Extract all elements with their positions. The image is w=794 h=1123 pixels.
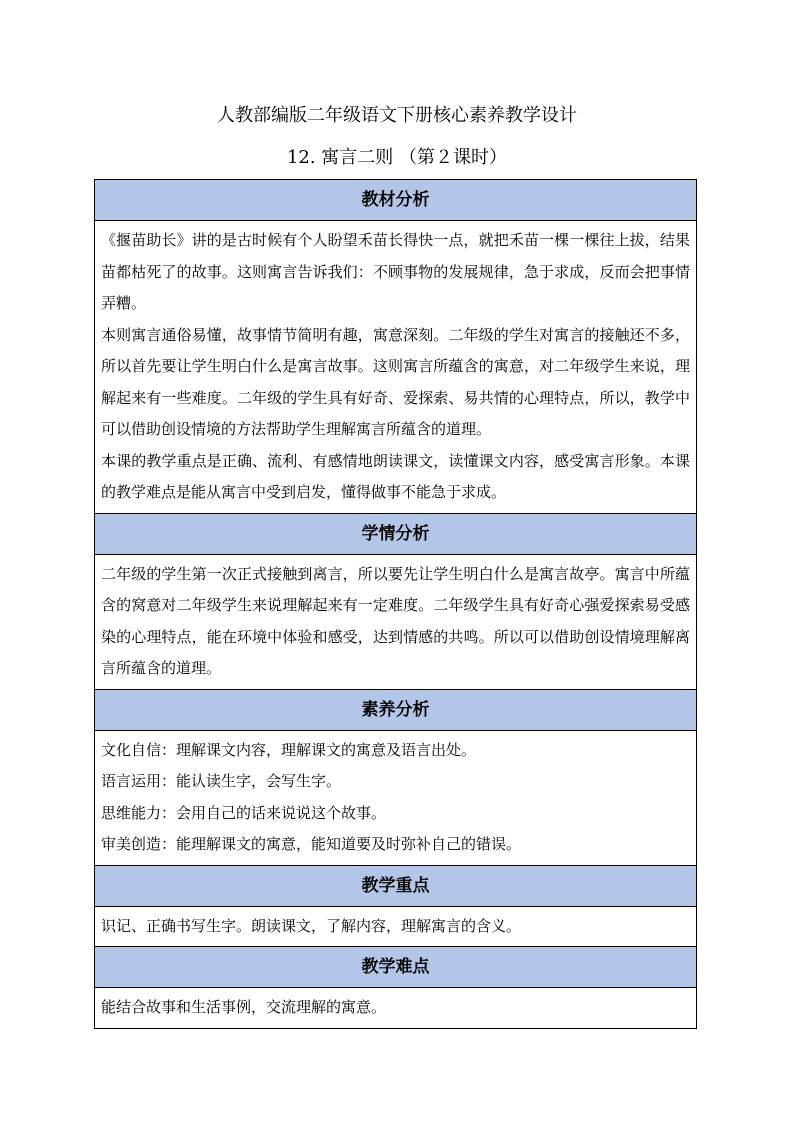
paragraph: 本则寓言通俗易懂，故事情节简明有趣，寓意深刻。二年级的学生对寓言的接触还不多，所以首先要让学生明白什么是寓言故事。这则寓言所蕴含的寓意，对二年级学生来说，理解起来有一些难度。二年级的学生具有好奇、爱探索、易共情的心理特点，所以，教学中可以借助创设情境的方法帮助学生理解寓言所蕴含的道理。	[101, 325, 690, 438]
section-header-row	[95, 513, 697, 554]
section-body-student-analysis	[95, 554, 697, 689]
paragraph: 审美创造：能理解课文的寓意，能知道要及时弥补自己的错误。	[101, 835, 522, 853]
section-heading-key-points: 教学重点	[95, 865, 697, 906]
paragraph: 二年级的学生第一次正式接触到离言，所以要先让学生明白什么是寓言故亭。寓言中所蕴含的窝意对二年级学生来说理解起来有一定难度。二年级学生具有好奇心强爱探索易受感染的心理特点，能在环境中体验和感受，达到情感的共鸣。所以可以借助创设情境理解离言所蕴含的道理。	[101, 564, 690, 677]
section-heading-difficulties: 教学难点	[95, 947, 697, 988]
section-body-textbook-analysis	[95, 221, 697, 514]
paragraph: 思维能力：会用自己的话来说说这个故事。	[101, 803, 387, 822]
section-heading-literacy-analysis: 素养分析	[95, 689, 697, 730]
section-header-row	[95, 689, 697, 730]
paragraph: 能结合故事和生活事例，交流理解的寓意。	[101, 998, 387, 1016]
paragraph: 识记、正确书写生字。朗读课文，了解内容，理解寓言的含义。	[101, 916, 522, 935]
section-body-literacy-analysis	[95, 730, 697, 865]
section-body-row	[95, 554, 697, 689]
section-header-row	[95, 947, 697, 988]
section-header-row	[95, 180, 697, 221]
section-body-row	[95, 221, 697, 514]
section-heading-student-analysis: 学情分析	[95, 513, 697, 554]
document-title: 人教部编版二年级语文下册核心素养教学设计	[217, 105, 577, 126]
paragraph: 本课的教学重点是正确、流利、有感情地朗读课文，读懂课文内容，感受寓言形象。本课的教学难点是能从寓言中受到启发，懂得做事不能急于求成。	[101, 451, 690, 501]
paragraph: 语言运用：能认读生字，会写生字。	[101, 772, 342, 790]
paragraph: 《揠苗助长》讲的是古时候有个人盼望禾苗长得快一点，就把禾苗一棵一棵往上拔，结果苗都枯死了的故事。这则寓言告诉我们：不顾事物的发展规律，急于求成，反而会把事情弄糟。	[101, 231, 690, 312]
lesson-subtitle: 12. 寓言二则 （第２课时）	[286, 147, 508, 168]
section-body-key-points	[95, 906, 697, 947]
section-body-row	[95, 988, 697, 1029]
section-body-row	[95, 730, 697, 865]
section-body-difficulties	[95, 988, 697, 1029]
paragraph: 文化自信：理解课文内容，理解课文的寓意及语言出处。	[101, 740, 477, 759]
section-body-row	[95, 906, 697, 947]
section-header-row	[95, 865, 697, 906]
section-heading-textbook-analysis: 教材分析	[95, 180, 697, 221]
lesson-design-table	[94, 179, 697, 1029]
